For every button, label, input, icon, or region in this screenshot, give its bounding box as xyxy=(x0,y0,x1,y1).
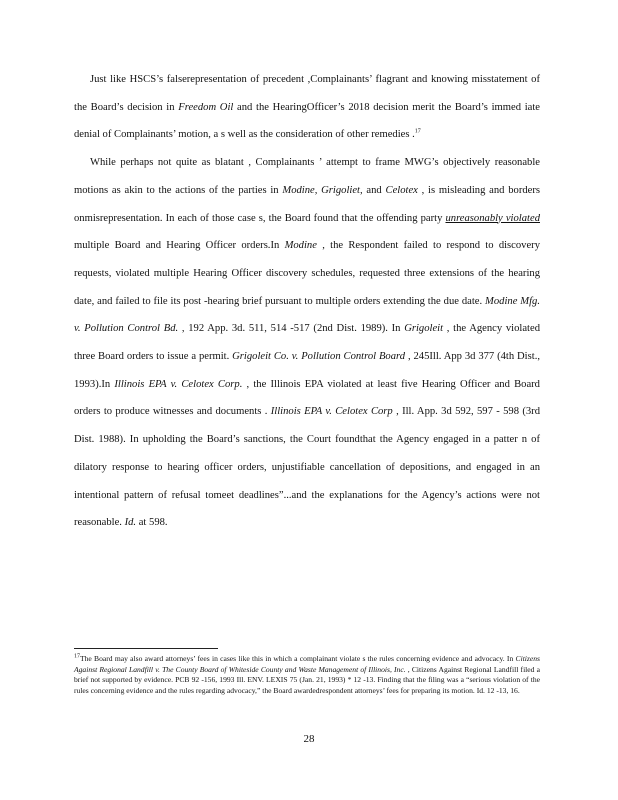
footnote-17 xyxy=(74,654,540,696)
case-name-modine: Modine xyxy=(284,240,317,252)
citation-grigoleit: Grigoleit Co. v. Pollution Control Board xyxy=(232,351,406,363)
paragraph-1-text-2: and the HearingOfficer’s 2018 decision merit the Board’s immed iate denial of Complainants’ motion, a s well as the consideration of other remedies . xyxy=(74,101,540,141)
citation-illinois-epa-short: Illinois EPA v. Celotex Corp xyxy=(270,406,393,418)
paragraph-1-text-1: Just like HSCS’s falserepresentation of precedent ,Complainants’ flagrant and knowing misstatement of the Board’s decision in xyxy=(74,74,540,113)
paragraph-2-text-4: multiple Board and Hearing Officer orders.In xyxy=(74,240,285,252)
citation-id: Id. xyxy=(124,517,137,529)
paragraph-2-text-1: While perhaps not quite as blatant , Complainants ’ attempt to frame MWG’s objectively reasonable motions as akin to the actions of the parties in xyxy=(74,157,540,196)
page-number: 28 xyxy=(303,733,315,745)
paragraph-2-text-8: , 245Ill. App 3d 377 (4th Dist., 1993).In xyxy=(74,351,540,390)
footnote-text-2: , Citizens Against Regional Landfill filed a brief not supported by evidence. PCB 92 -156, 1993 Ill. ENV. LEXIS 75 (Jan. 21, 1993) * 12 -13. Finding that the filing was a “serious violation of the rules concerning evidence and the rules regarding advocacy,” the Board awardedrespondent attorneys’ fees for preparing its motion. Id. 12 -13, 16. xyxy=(74,664,540,695)
paragraph-2-text-11: at 598. xyxy=(136,517,168,529)
footnote-divider xyxy=(74,648,218,649)
paragraph-2-text-6: , 192 App. 3d. 511, 514 -517 (2nd Dist. 1989). In xyxy=(178,323,405,335)
footnote-paragraph xyxy=(74,654,540,696)
case-name-celotex: Celotex xyxy=(385,184,418,196)
citation-illinois-epa: Illinois EPA v. Celotex Corp. xyxy=(114,378,243,390)
citation-modine: Modine Mfg. v. Pollution Control Bd. xyxy=(74,295,540,335)
paragraph-1 xyxy=(74,66,540,149)
paragraph-2-text-9: , the Illinois EPA violated at least five Hearing Officer and Board orders to produce witnesses and documents . xyxy=(74,378,540,418)
paragraph-2-text-7: , the Agency violated three Board orders to issue a permit. xyxy=(74,323,540,363)
paragraph-2-text-5: , the Respondent failed to respond to discovery requests, violated multiple Hearing Officer discovery schedules, requested three extensions of the hearing date, and failed to file its post -hearing brief pursuant to multiple orders extending the due date. xyxy=(74,240,541,307)
body-text xyxy=(74,66,540,537)
paragraph-2-text-10: , Ill. App. 3d 592, 597 - 598 (3rd Dist. 1988). In upholding the Board’s sanctions, the Court foundthat the Agency engaged in a patter n of dilatory response to hearing officer orders, unjustifiable cancellation of depositions, and engaged in an intentional pattern of refusal tomeet deadlines”...and the explanations for the Agency’s actions were not reasonable. xyxy=(74,406,541,529)
case-name-grigoleit: Grigoleit xyxy=(404,323,444,335)
paragraph-2-text-3: , is misleading and borders onmisrepresentation. In each of those case s, the Board found that the offending party xyxy=(74,184,540,224)
case-names-list: Modine, Grigoliet, xyxy=(282,184,363,196)
case-name-freedom-oil: Freedom Oil xyxy=(178,101,234,113)
footnote-number: 17 xyxy=(74,653,80,660)
footnote-text-1: The Board may also award attorneys’ fees in cases like this in which a complainant violate s the rules concerning evidence and advocacy. In xyxy=(80,654,516,663)
paragraph-2-text-2: and xyxy=(362,184,386,196)
footnote-citation: Citizens Against Regional Landfill v. The County Board of Whiteside County and Waste Management of Illinois, Inc. xyxy=(74,654,540,674)
paragraph-2 xyxy=(74,149,540,537)
underlined-phrase: unreasonably violated xyxy=(445,212,540,224)
footnote-reference: 17 xyxy=(414,128,421,135)
